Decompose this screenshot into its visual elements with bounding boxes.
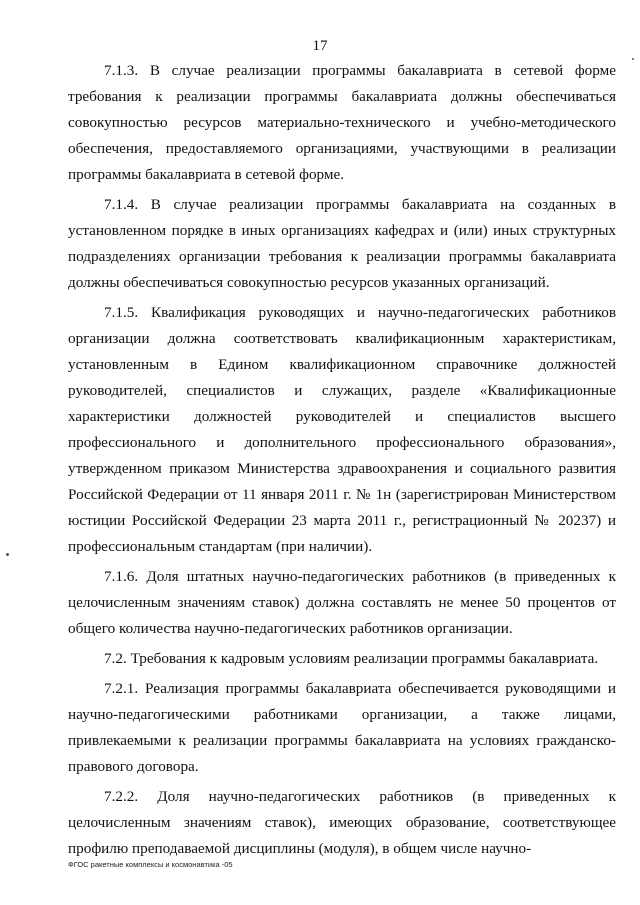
paragraph-7-1-6: 7.1.6. Доля штатных научно-педагогических работников (в приведенных к целочисленным значениям ставок) должна составлять не менее 50 процентов от общего количества научно-педагогических работников организации.: [68, 568, 616, 637]
page-number: 17: [312, 38, 328, 54]
paragraph-7-2-1: 7.2.1. Реализация программы бакалавриата обеспечивается руководящими и научно-педагогическими работниками организации, а также лицами, привлекаемыми к реализации программы бакалавриата на условиях гражданско-правового договора.: [68, 680, 616, 775]
document-footer: ФГОС ракетные комплексы и космонавтика -05: [68, 860, 233, 869]
document-body: [68, 58, 616, 866]
paragraph-7-1-3: 7.1.3. В случае реализации программы бакалавриата в сетевой форме требования к реализации программы бакалавриата должны обеспечиваться совокупностью ресурсов материально-технического и учебно-методического обеспечения, предоставляемого организациями, участвующими в реализации программы бакалавриата в сетевой форме.: [68, 62, 616, 183]
scan-speck: [6, 553, 9, 556]
scan-speck: [632, 58, 634, 60]
paragraph-7-1-5: 7.1.5. Квалификация руководящих и научно-педагогических работников организации должна соответствовать квалификационным характеристикам, установленным в Едином квалификационном справочнике должностей руководителей, специалистов и служащих, разделе «Квалификационные характеристики должностей руководителей и специалистов высшего профессионального и дополнительного профессионального образования», утвержденном приказом Министерства здравоохранения и социального развития Российской Федерации от 11 января 2011 г. № 1н (зарегистрирован Министерством юстиции Российской Федерации 23 марта 2011 г., регистрационный № 20237) и профессиональным стандартам (при наличии).: [68, 304, 616, 555]
paragraph-7-2: 7.2. Требования к кадровым условиям реализации программы бакалавриата.: [104, 650, 599, 667]
paragraph-7-1-4: 7.1.4. В случае реализации программы бакалавриата на созданных в установленном порядке в иных организациях кафедрах и (или) иных структурных подразделениях организации требования к реализации программы бакалавриата должны обеспечиваться совокупностью ресурсов указанных организаций.: [68, 196, 616, 291]
paragraph-7-2-2: 7.2.2. Доля научно-педагогических работников (в приведенных к целочисленным значениям ставок), имеющих образование, соответствующее профилю преподаваемой дисциплины (модуля), в общем числе научно-: [68, 788, 616, 857]
